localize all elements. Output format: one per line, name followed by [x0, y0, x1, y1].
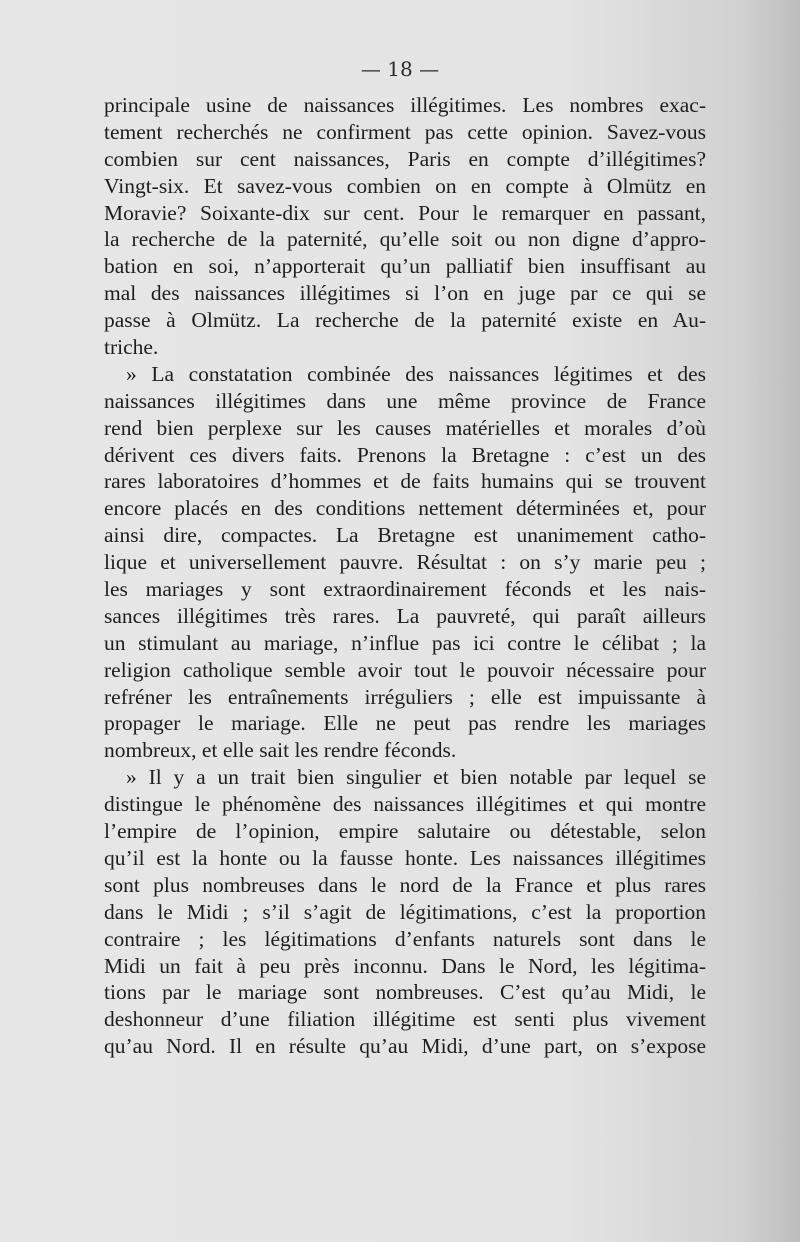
text-line: bation en soi, n’apporterait qu’un palliatif bien insuffisant au	[104, 254, 706, 279]
text-line: combien sur cent naissances, Paris en compte d’illégitimes?	[104, 146, 706, 171]
page-number: — 18 —	[360, 57, 440, 81]
text-line: » Il y a un trait bien singulier et bien notable par lequel se	[126, 765, 706, 790]
text-line: mal des naissances illégitimes si l’on en juge par ce qui se	[104, 281, 706, 306]
text-line: triche.	[104, 335, 159, 360]
text-line: passe à Olmütz. La recherche de la paternité existe en Au-	[104, 308, 706, 333]
text-line: un stimulant au mariage, n’influe pas ici contre le célibat ; la	[104, 630, 706, 655]
text-line: l’empire de l’opinion, empire salutaire ou détestable, selon	[104, 819, 706, 844]
text-line: refréner les entraînements irréguliers ; elle est impuissante à	[104, 684, 706, 709]
text-line: deshonneur d’une filiation illégitime est senti plus vivement	[104, 1007, 706, 1032]
text-line: religion catholique semble avoir tout le pouvoir nécessaire pour	[104, 657, 706, 682]
text-line: » La constatation combinée des naissances légitimes et des	[126, 361, 706, 386]
text-line: principale usine de naissances illégitimes. Les nombres exac-	[104, 93, 706, 117]
text-line: dérivent ces divers faits. Prenons la Bretagne : c’est un des	[104, 442, 706, 467]
text-line: sont plus nombreuses dans le nord de la France et plus rares	[104, 872, 706, 897]
body-text	[104, 92, 706, 1060]
text-line: dans le Midi ; s’il s’agit de légitimations, c’est la proportion	[104, 899, 706, 924]
text-line: Moravie? Soixante-dix sur cent. Pour le remarquer en passant,	[104, 200, 706, 225]
text-line: naissances illégitimes dans une même province de France	[104, 388, 706, 413]
text-line: distingue le phénomène des naissances illégitimes et qui montre	[104, 792, 706, 817]
text-line: qu’il est la honte ou la fausse honte. Les naissances illégitimes	[104, 845, 706, 870]
text-line: rares laboratoires d’hommes et de faits humains qui se trouvent	[104, 469, 706, 494]
text-line: la recherche de la paternité, qu’elle soit ou non digne d’appro-	[104, 227, 706, 252]
text-line: sances illégitimes très rares. La pauvreté, qui paraît ailleurs	[104, 603, 706, 628]
text-line: encore placés en des conditions nettement déterminées et, pour	[104, 496, 706, 521]
text-line: rend bien perplexe sur les causes matérielles et morales d’où	[104, 415, 706, 440]
text-line: qu’au Nord. Il en résulte qu’au Midi, d’une part, on s’expose	[104, 1034, 706, 1059]
text-line: nombreux, et elle sait les rendre féconds.	[104, 738, 457, 763]
text-line: ainsi dire, compactes. La Bretagne est unanimement catho-	[104, 523, 706, 548]
text-line: lique et universellement pauvre. Résultat : on s’y marie peu ;	[104, 550, 706, 575]
text-line: tement recherchés ne confirment pas cette opinion. Savez-vous	[104, 119, 706, 144]
text-line: propager le mariage. Elle ne peut pas rendre les mariages	[104, 711, 706, 736]
text-line: contraire ; les légitimations d’enfants naturels sont dans le	[104, 926, 706, 951]
text-line: les mariages y sont extraordinairement féconds et les nais-	[104, 577, 706, 602]
text-line: tions par le mariage sont nombreuses. C’est qu’au Midi, le	[104, 980, 706, 1005]
text-line: Midi un fait à peu près inconnu. Dans le Nord, les légitima-	[104, 953, 706, 978]
text-line: Vingt-six. Et savez-vous combien on en compte à Olmütz en	[104, 173, 706, 198]
